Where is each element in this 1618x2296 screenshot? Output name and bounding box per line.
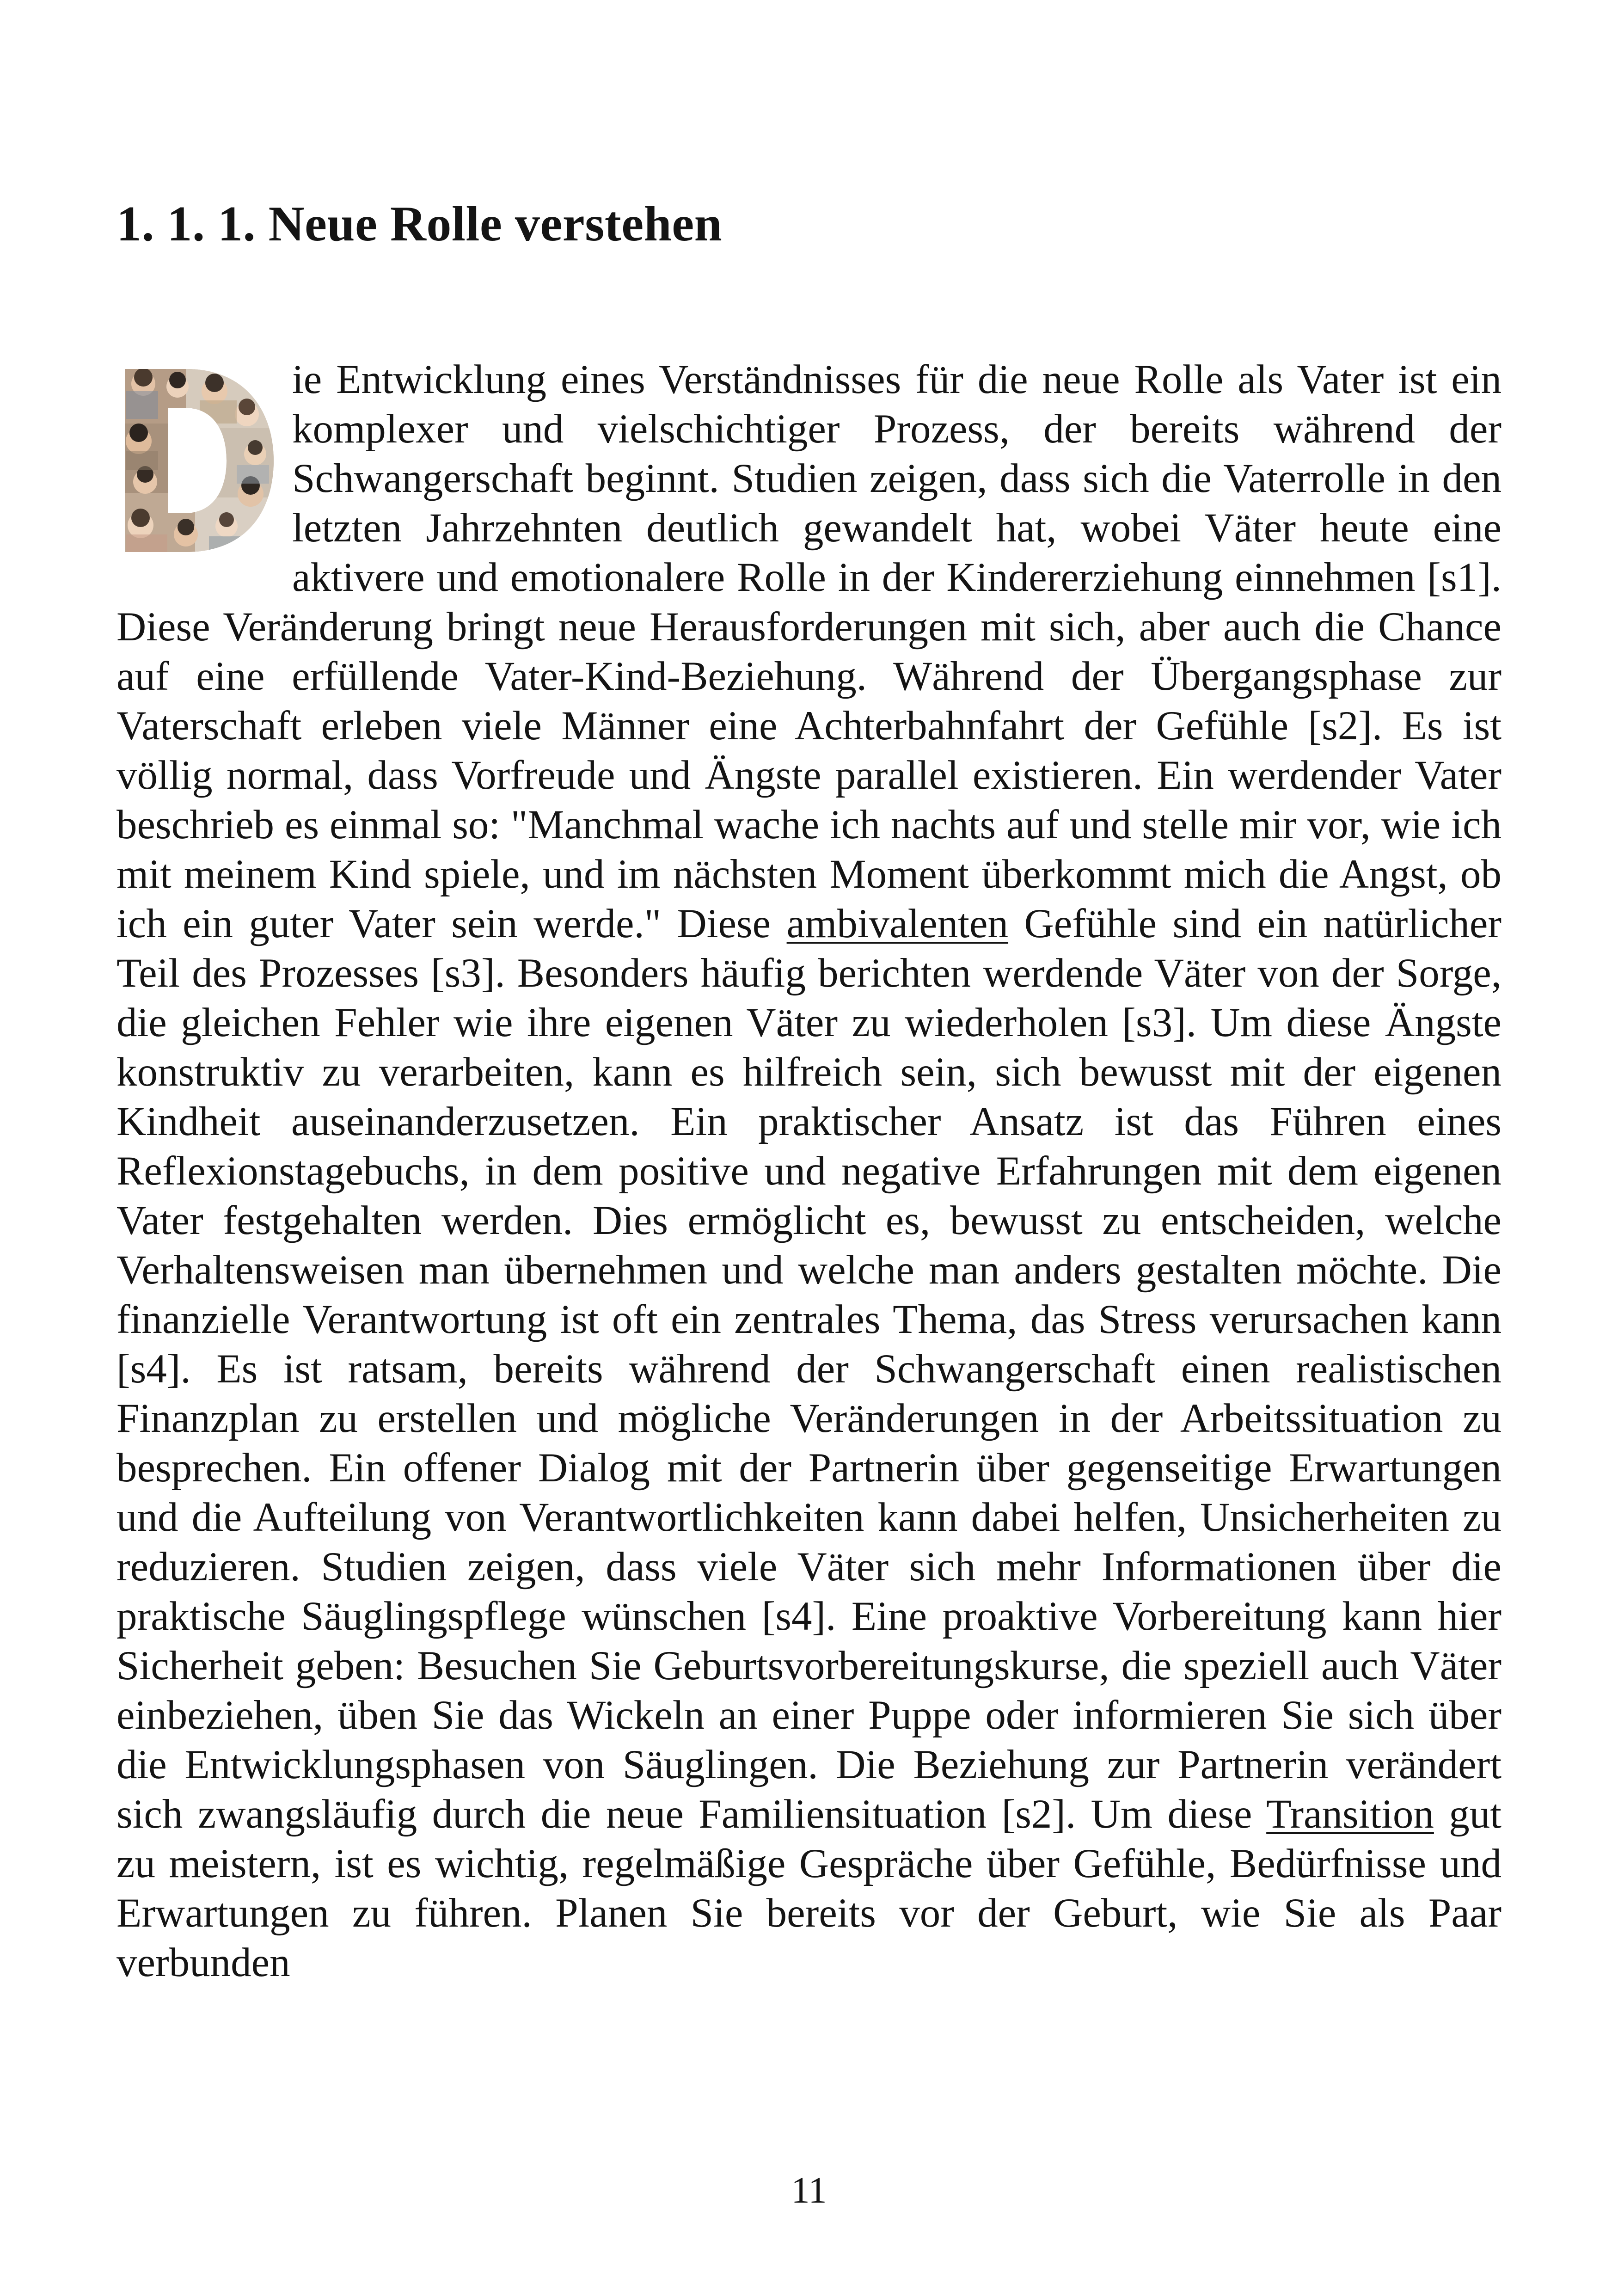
page-number: 11 [791,2170,827,2211]
paragraph-text-part-3: gut zu meistern, ist es wichtig, regelmäßige Gespräche über Gefühle, Bedürfnisse und Erwartungen zu führen. Planen Sie bereits vor der Geburt, wie Sie als Paar verbunden [116,1792,1502,1985]
section-heading: 1. 1. 1. Neue Rolle verstehen [116,196,723,252]
term-transition: Transition [1266,1792,1434,1837]
paragraph-text-part-2: Gefühle sind ein natürlicher Teil des Prozesses [s3]. Besonders häufig berichten werdende Väter von der Sorge, die gleichen Fehler wie ihre eigenen Väter zu wiederholen [s3]. Um diese Ängste konstruktiv zu verarbeiten, kann es hilfreich sein, sich bewusst mit der eigenen Kindheit auseinanderzusetzen. Ein praktischer Ansatz ist das Führen eines Reflexionstagebuchs, in dem positive und negative Erfahrungen mit dem eigenen Vater festgehalten werden. Dies ermöglicht es, bewusst zu entscheiden, welche Verhaltensweisen man übernehmen und welche man anders gestalten möchte. Die finanzielle Verantwortung ist oft ein zentrales Thema, das Stress verursachen kann [s4]. Es ist ratsam, bereits während der Schwangerschaft einen realistischen Finanzplan zu erstellen und mögliche Veränderungen in der Arbeitssituation zu besprechen. Ein offener Dialog mit der Partnerin über gegenseitige Erwartungen und die Aufteilung von Verantwortlichkeiten kann dabei helfen, Unsicherheiten zu reduzieren. Studien zeigen, dass viele Väter sich mehr Informationen über die praktische Säuglingspflege wünschen [s4]. Eine proaktive Vorbereitung kann hier Sicherheit geben: Besuchen Sie Geburtsvorbereitungskurse, die speziell auch Väter einbeziehen, üben Sie das Wickeln an einer Puppe oder informieren Sie sich über die Entwicklungsphasen von Säuglingen. Die Beziehung zur Partnerin verändert sich zwangsläufig durch die neue Familiensituation [s2]. Um diese [116,901,1502,1837]
paragraph-text-part-1: ie Entwicklung eines Verständnisses für die neue Rolle als Vater ist ein komplexer und vielschichtiger Prozess, der bereits während der Schwangerschaft beginnt. Studien zeigen, dass sich die Vaterrolle in den letzten Jahrzehnten deutlich gewandelt hat, wobei Väter heute eine aktivere und emotionalere Rolle in der Kindererziehung einnehmen [s1]. Diese Veränderung bringt neue Herausforderungen mit sich, aber auch die Chance auf eine erfüllende Vater-Kind-Beziehung. Während der Übergangsphase zur Vaterschaft erleben viele Männer eine Achterbahnfahrt der Gefühle [s2]. Es ist völlig normal, dass Vorfreude und Ängste parallel existieren. Ein werdender Vater beschrieb es einmal so: "Manchmal wache ich nachts auf und stelle mir vor, wie ich mit meinem Kind spiele, und im nächsten Moment überkommt mich die Angst, ob ich ein guter Vater sein werde." Diese [116,357,1502,946]
term-ambivalenten: ambivalenten [786,901,1009,946]
dropcap-photo-collage [116,363,276,558]
body-paragraph [116,355,1502,1988]
